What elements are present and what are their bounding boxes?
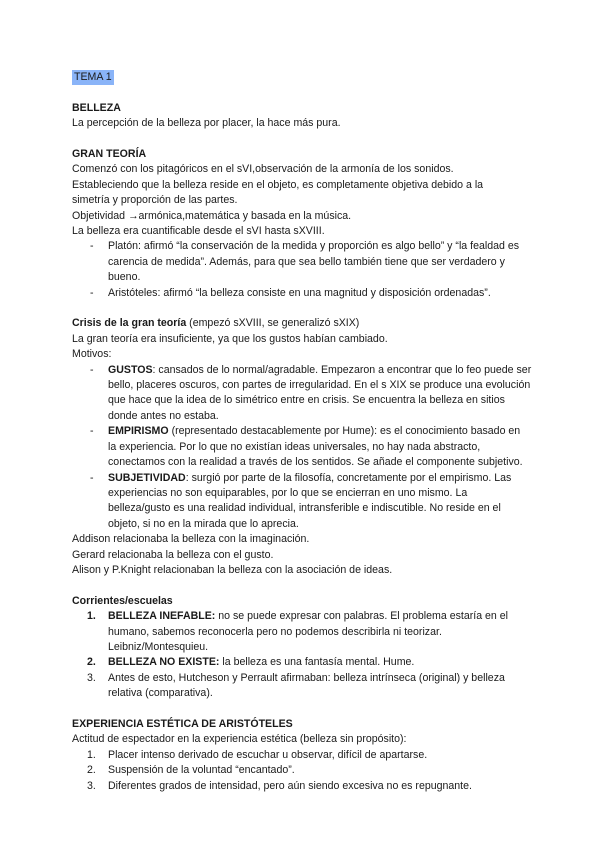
gran-teoria-line: La belleza era cuantificable desde el sVI hasta sXVIII. bbox=[72, 225, 325, 238]
bullet-text: Aristóteles: afirmó “la belleza consiste en una magnitud y disposición ordenadas”. bbox=[108, 286, 491, 299]
crisis-heading: Crisis de la gran teoría bbox=[72, 317, 187, 330]
crisis-heading-line bbox=[72, 316, 532, 331]
motivo-term: EMPIRISMO bbox=[108, 425, 169, 438]
experiencia-heading: EXPERIENCIA ESTÉTICA DE ARISTÓTELES bbox=[72, 717, 293, 730]
crisis-line: Motivos: bbox=[72, 348, 112, 361]
experiencia-text: Placer intenso derivado de escuchar u observar, difícil de apartarse. bbox=[108, 748, 428, 761]
crisis-heading-note: (empezó sXVIII, se generalizó sXIX) bbox=[186, 317, 360, 330]
tema-title: TEMA 1 bbox=[72, 70, 114, 85]
corriente-text: Antes de esto, Hutcheson y Perrault afirmaban: belleza intrínseca (original) y belleza relativa (comparativa). bbox=[108, 671, 505, 700]
crisis-after-line: Gerard relacionaba la belleza con el gusto. bbox=[72, 548, 274, 561]
crisis-after-line: Alison y P.Knight relacionaban la belleza con la asociación de ideas. bbox=[72, 563, 393, 576]
bullet-marker: - bbox=[90, 425, 94, 438]
motivo-text: (representado destacablemente por Hume): es el conocimiento basado en la experiencia. Por lo que no existían ideas universales, no hay nada abstracto, conectamos con la realidad a través de los sentidos. Se añade el componente subjetivo. bbox=[108, 425, 523, 469]
list-number: 1. bbox=[87, 748, 96, 761]
list-item bbox=[72, 363, 532, 425]
gran-teoria-heading: GRAN TEORÍA bbox=[72, 148, 147, 160]
corriente-term: BELLEZA NO EXISTE: bbox=[108, 656, 220, 669]
experiencia-text: Suspensión de la voluntad “encantado”. bbox=[108, 764, 295, 777]
list-item bbox=[72, 655, 532, 670]
gran-teoria-line: Objetividad →armónica,matemática y basada en la música. bbox=[72, 209, 352, 222]
corriente-text: no se puede expresar con palabras. El problema estaría en el humano, sabemos reconocerla pero no podemos describirla ni teorizar. Leibniz/Montesquieu. bbox=[108, 610, 508, 653]
belleza-heading: BELLEZA bbox=[72, 101, 121, 114]
motivo-text: : cansados de lo normal/agradable. Empezaron a encontrar que lo feo puede ser bello, placeres oscuros, con partes de irregularidad. En el s XIX se produce una evolución que hace que la idea de lo simétrico entre en crisis. Se encuentra la belleza en sitios donde antes no estaba. bbox=[108, 363, 532, 422]
corriente-term: BELLEZA INEFABLE: bbox=[108, 610, 216, 623]
bullet-text: Platón: afirmó “la conservación de la medida y proporción es algo bello” y “la fealdad es carencia de medida”. Además, para que sea bello también tiene que ser verdadero y bueno. bbox=[108, 240, 520, 284]
list-item bbox=[72, 471, 532, 533]
experiencia-text: Diferentes grados de intensidad, pero aún siendo excesiva no es repugnante. bbox=[108, 779, 472, 792]
list-item bbox=[72, 748, 532, 763]
list-number: 3. bbox=[87, 779, 96, 792]
crisis-after-line: Addison relacionaba la belleza con la imaginación. bbox=[72, 533, 310, 546]
document-page bbox=[72, 70, 532, 794]
belleza-text: La percepción de la belleza por placer, la hace más pura. bbox=[72, 117, 341, 130]
gran-teoria-line: simetría y proporción de las partes. bbox=[72, 194, 238, 207]
bullet-marker: - bbox=[90, 240, 94, 253]
motivo-term: GUSTOS bbox=[108, 363, 153, 376]
bullet-marker: - bbox=[90, 286, 94, 299]
list-number: 3. bbox=[87, 671, 96, 684]
list-item bbox=[72, 763, 532, 778]
list-item bbox=[72, 286, 532, 301]
bullet-marker: - bbox=[90, 471, 94, 484]
list-item bbox=[72, 779, 532, 794]
corriente-text: la belleza es una fantasía mental. Hume. bbox=[219, 656, 415, 669]
list-item bbox=[72, 609, 532, 655]
gran-teoria-line: Comenzó con los pitagóricos en el sVI,observación de la armonía de los sonidos. bbox=[72, 163, 454, 176]
list-number: 2. bbox=[87, 764, 96, 777]
list-number: 2. bbox=[87, 656, 96, 669]
gran-teoria-line: Estableciendo que la belleza reside en el objeto, es completamente objetiva debido a la bbox=[72, 178, 484, 191]
list-item bbox=[72, 671, 532, 702]
bullet-marker: - bbox=[90, 363, 94, 376]
corrientes-heading: Corrientes/escuelas bbox=[72, 594, 173, 607]
list-number: 1. bbox=[87, 610, 96, 623]
crisis-line: La gran teoría era insuficiente, ya que los gustos habían cambiado. bbox=[72, 332, 388, 345]
experiencia-intro: Actitud de espectador en la experiencia estética (belleza sin propósito): bbox=[72, 733, 407, 746]
motivo-text: : surgió por parte de la filosofía, concretamente por el empirismo. Las experiencias no son equiparables, por lo que se encierran en uno mismo. La belleza/gusto es una realidad individual, intransferible e indiscutible. No reside en el objeto, si no en la mirada que lo aprecia. bbox=[108, 471, 512, 530]
list-item bbox=[72, 424, 532, 470]
motivo-term: SUBJETIVIDAD bbox=[108, 471, 186, 484]
list-item bbox=[72, 239, 532, 285]
